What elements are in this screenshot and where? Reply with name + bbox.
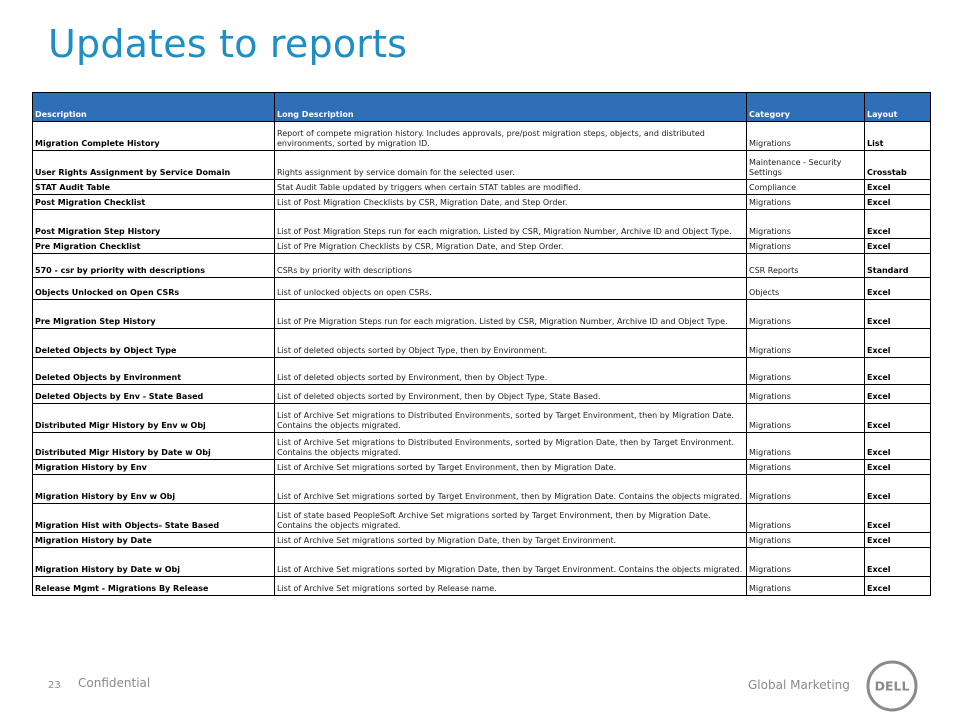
table-row [33, 300, 931, 329]
cell-layout: Excel [865, 577, 931, 596]
confidential-label: Confidential [78, 676, 151, 690]
cell-category: Maintenance - Security Settings [747, 151, 865, 180]
cell-long-description: List of Post Migration Steps run for each migration. Listed by CSR, Migration Number, Archive ID and Object Type. [275, 210, 747, 239]
header-description: Description [33, 93, 275, 122]
cell-description: Distributed Migr History by Date w Obj [33, 433, 275, 460]
cell-long-description: List of Archive Set migrations sorted by Migration Date, then by Target Environment. [275, 533, 747, 548]
cell-description: User Rights Assignment by Service Domain [33, 151, 275, 180]
cell-description: Objects Unlocked on Open CSRs [33, 278, 275, 300]
cell-description: Migration Complete History [33, 122, 275, 151]
table-row [33, 239, 931, 254]
cell-category: Migrations [747, 122, 865, 151]
cell-long-description: Rights assignment by service domain for the selected user. [275, 151, 747, 180]
cell-category: Migrations [747, 577, 865, 596]
cell-layout: Excel [865, 358, 931, 385]
table-row [33, 385, 931, 404]
table-row [33, 433, 931, 460]
cell-long-description: List of Pre Migration Steps run for each migration. Listed by CSR, Migration Number, Archive ID and Object Type. [275, 300, 747, 329]
cell-long-description: List of Archive Set migrations sorted by Target Environment, then by Migration Date. Contains the objects migrated. [275, 475, 747, 504]
cell-layout: List [865, 122, 931, 151]
cell-long-description: Report of compete migration history. Includes approvals, pre/post migration steps, objects, and distributed environments, sorted by migration ID. [275, 122, 747, 151]
table-row [33, 210, 931, 239]
cell-long-description: List of deleted objects sorted by Environment, then by Object Type, State Based. [275, 385, 747, 404]
cell-long-description: List of Archive Set migrations to Distributed Environments, sorted by Target Environment, then by Migration Date. Contains the objects migrated. [275, 404, 747, 433]
table-row [33, 358, 931, 385]
page-number: 23 [48, 680, 61, 691]
table-row [33, 329, 931, 358]
logo-text: DELL [874, 678, 910, 694]
cell-layout: Excel [865, 433, 931, 460]
cell-category: Compliance [747, 180, 865, 195]
cell-layout: Standard [865, 254, 931, 278]
table-row [33, 254, 931, 278]
table-row [33, 122, 931, 151]
cell-description: Migration History by Env w Obj [33, 475, 275, 504]
cell-category: Migrations [747, 548, 865, 577]
cell-layout: Excel [865, 180, 931, 195]
cell-category: Migrations [747, 329, 865, 358]
cell-layout: Excel [865, 504, 931, 533]
cell-category: Migrations [747, 195, 865, 210]
cell-layout: Excel [865, 210, 931, 239]
header-long-description: Long Description [275, 93, 747, 122]
table-body [33, 122, 931, 596]
cell-category: Migrations [747, 404, 865, 433]
cell-long-description: List of Archive Set migrations sorted by Migration Date, then by Target Environment. Contains the objects migrated. [275, 548, 747, 577]
cell-category: Migrations [747, 433, 865, 460]
table-row [33, 577, 931, 596]
department-label: Global Marketing [748, 678, 850, 692]
cell-layout: Excel [865, 239, 931, 254]
cell-layout: Excel [865, 475, 931, 504]
cell-description: Post Migration Checklist [33, 195, 275, 210]
cell-long-description: List of Archive Set migrations to Distributed Environments, sorted by Migration Date, then by Target Environment. Contains the objects migrated. [275, 433, 747, 460]
cell-layout: Excel [865, 195, 931, 210]
cell-layout: Excel [865, 460, 931, 475]
table-row [33, 180, 931, 195]
cell-long-description: CSRs by priority with descriptions [275, 254, 747, 278]
table-row [33, 404, 931, 433]
cell-layout: Excel [865, 300, 931, 329]
cell-layout: Excel [865, 278, 931, 300]
cell-category: Migrations [747, 460, 865, 475]
cell-description: Pre Migration Checklist [33, 239, 275, 254]
cell-description: Deleted Objects by Object Type [33, 329, 275, 358]
cell-description: Deleted Objects by Environment [33, 358, 275, 385]
cell-long-description: List of Post Migration Checklists by CSR, Migration Date, and Step Order. [275, 195, 747, 210]
table-row [33, 151, 931, 180]
table-row [33, 278, 931, 300]
cell-layout: Crosstab [865, 151, 931, 180]
cell-category: Migrations [747, 533, 865, 548]
cell-layout: Excel [865, 385, 931, 404]
cell-description: Distributed Migr History by Env w Obj [33, 404, 275, 433]
cell-category: Objects [747, 278, 865, 300]
cell-long-description: List of Archive Set migrations sorted by Target Environment, then by Migration Date. [275, 460, 747, 475]
cell-category: Migrations [747, 475, 865, 504]
reports-table [32, 92, 931, 596]
cell-layout: Excel [865, 404, 931, 433]
cell-description: Migration Hist with Objects- State Based [33, 504, 275, 533]
table-row [33, 460, 931, 475]
cell-long-description: List of state based PeopleSoft Archive Set migrations sorted by Target Environment, then by Migration Date. Contains the objects migrated. [275, 504, 747, 533]
cell-description: Deleted Objects by Env - State Based [33, 385, 275, 404]
cell-layout: Excel [865, 533, 931, 548]
cell-long-description: List of deleted objects sorted by Environment, then by Object Type. [275, 358, 747, 385]
cell-long-description: List of Archive Set migrations sorted by Release name. [275, 577, 747, 596]
table-row [33, 533, 931, 548]
table-header-row [33, 93, 931, 122]
cell-category: Migrations [747, 358, 865, 385]
cell-long-description: List of deleted objects sorted by Object Type, then by Environment. [275, 329, 747, 358]
cell-category: Migrations [747, 385, 865, 404]
table-row [33, 548, 931, 577]
cell-long-description: List of Pre Migration Checklists by CSR, Migration Date, and Step Order. [275, 239, 747, 254]
cell-category: Migrations [747, 504, 865, 533]
cell-description: Migration History by Date [33, 533, 275, 548]
cell-description: Migration History by Date w Obj [33, 548, 275, 577]
cell-description: Pre Migration Step History [33, 300, 275, 329]
cell-category: Migrations [747, 300, 865, 329]
cell-description: Release Mgmt - Migrations By Release [33, 577, 275, 596]
table-row [33, 475, 931, 504]
cell-layout: Excel [865, 548, 931, 577]
cell-category: Migrations [747, 239, 865, 254]
slide-title: Updates to reports [48, 22, 408, 66]
cell-description: Post Migration Step History [33, 210, 275, 239]
cell-long-description: List of unlocked objects on open CSRs. [275, 278, 747, 300]
header-category: Category [747, 93, 865, 122]
cell-layout: Excel [865, 329, 931, 358]
cell-description: STAT Audit Table [33, 180, 275, 195]
dell-logo [866, 660, 918, 712]
table-row [33, 195, 931, 210]
cell-description: Migration History by Env [33, 460, 275, 475]
cell-long-description: Stat Audit Table updated by triggers when certain STAT tables are modified. [275, 180, 747, 195]
table-row [33, 504, 931, 533]
header-layout: Layout [865, 93, 931, 122]
cell-category: Migrations [747, 210, 865, 239]
cell-category: CSR Reports [747, 254, 865, 278]
cell-description: 570 - csr by priority with descriptions [33, 254, 275, 278]
